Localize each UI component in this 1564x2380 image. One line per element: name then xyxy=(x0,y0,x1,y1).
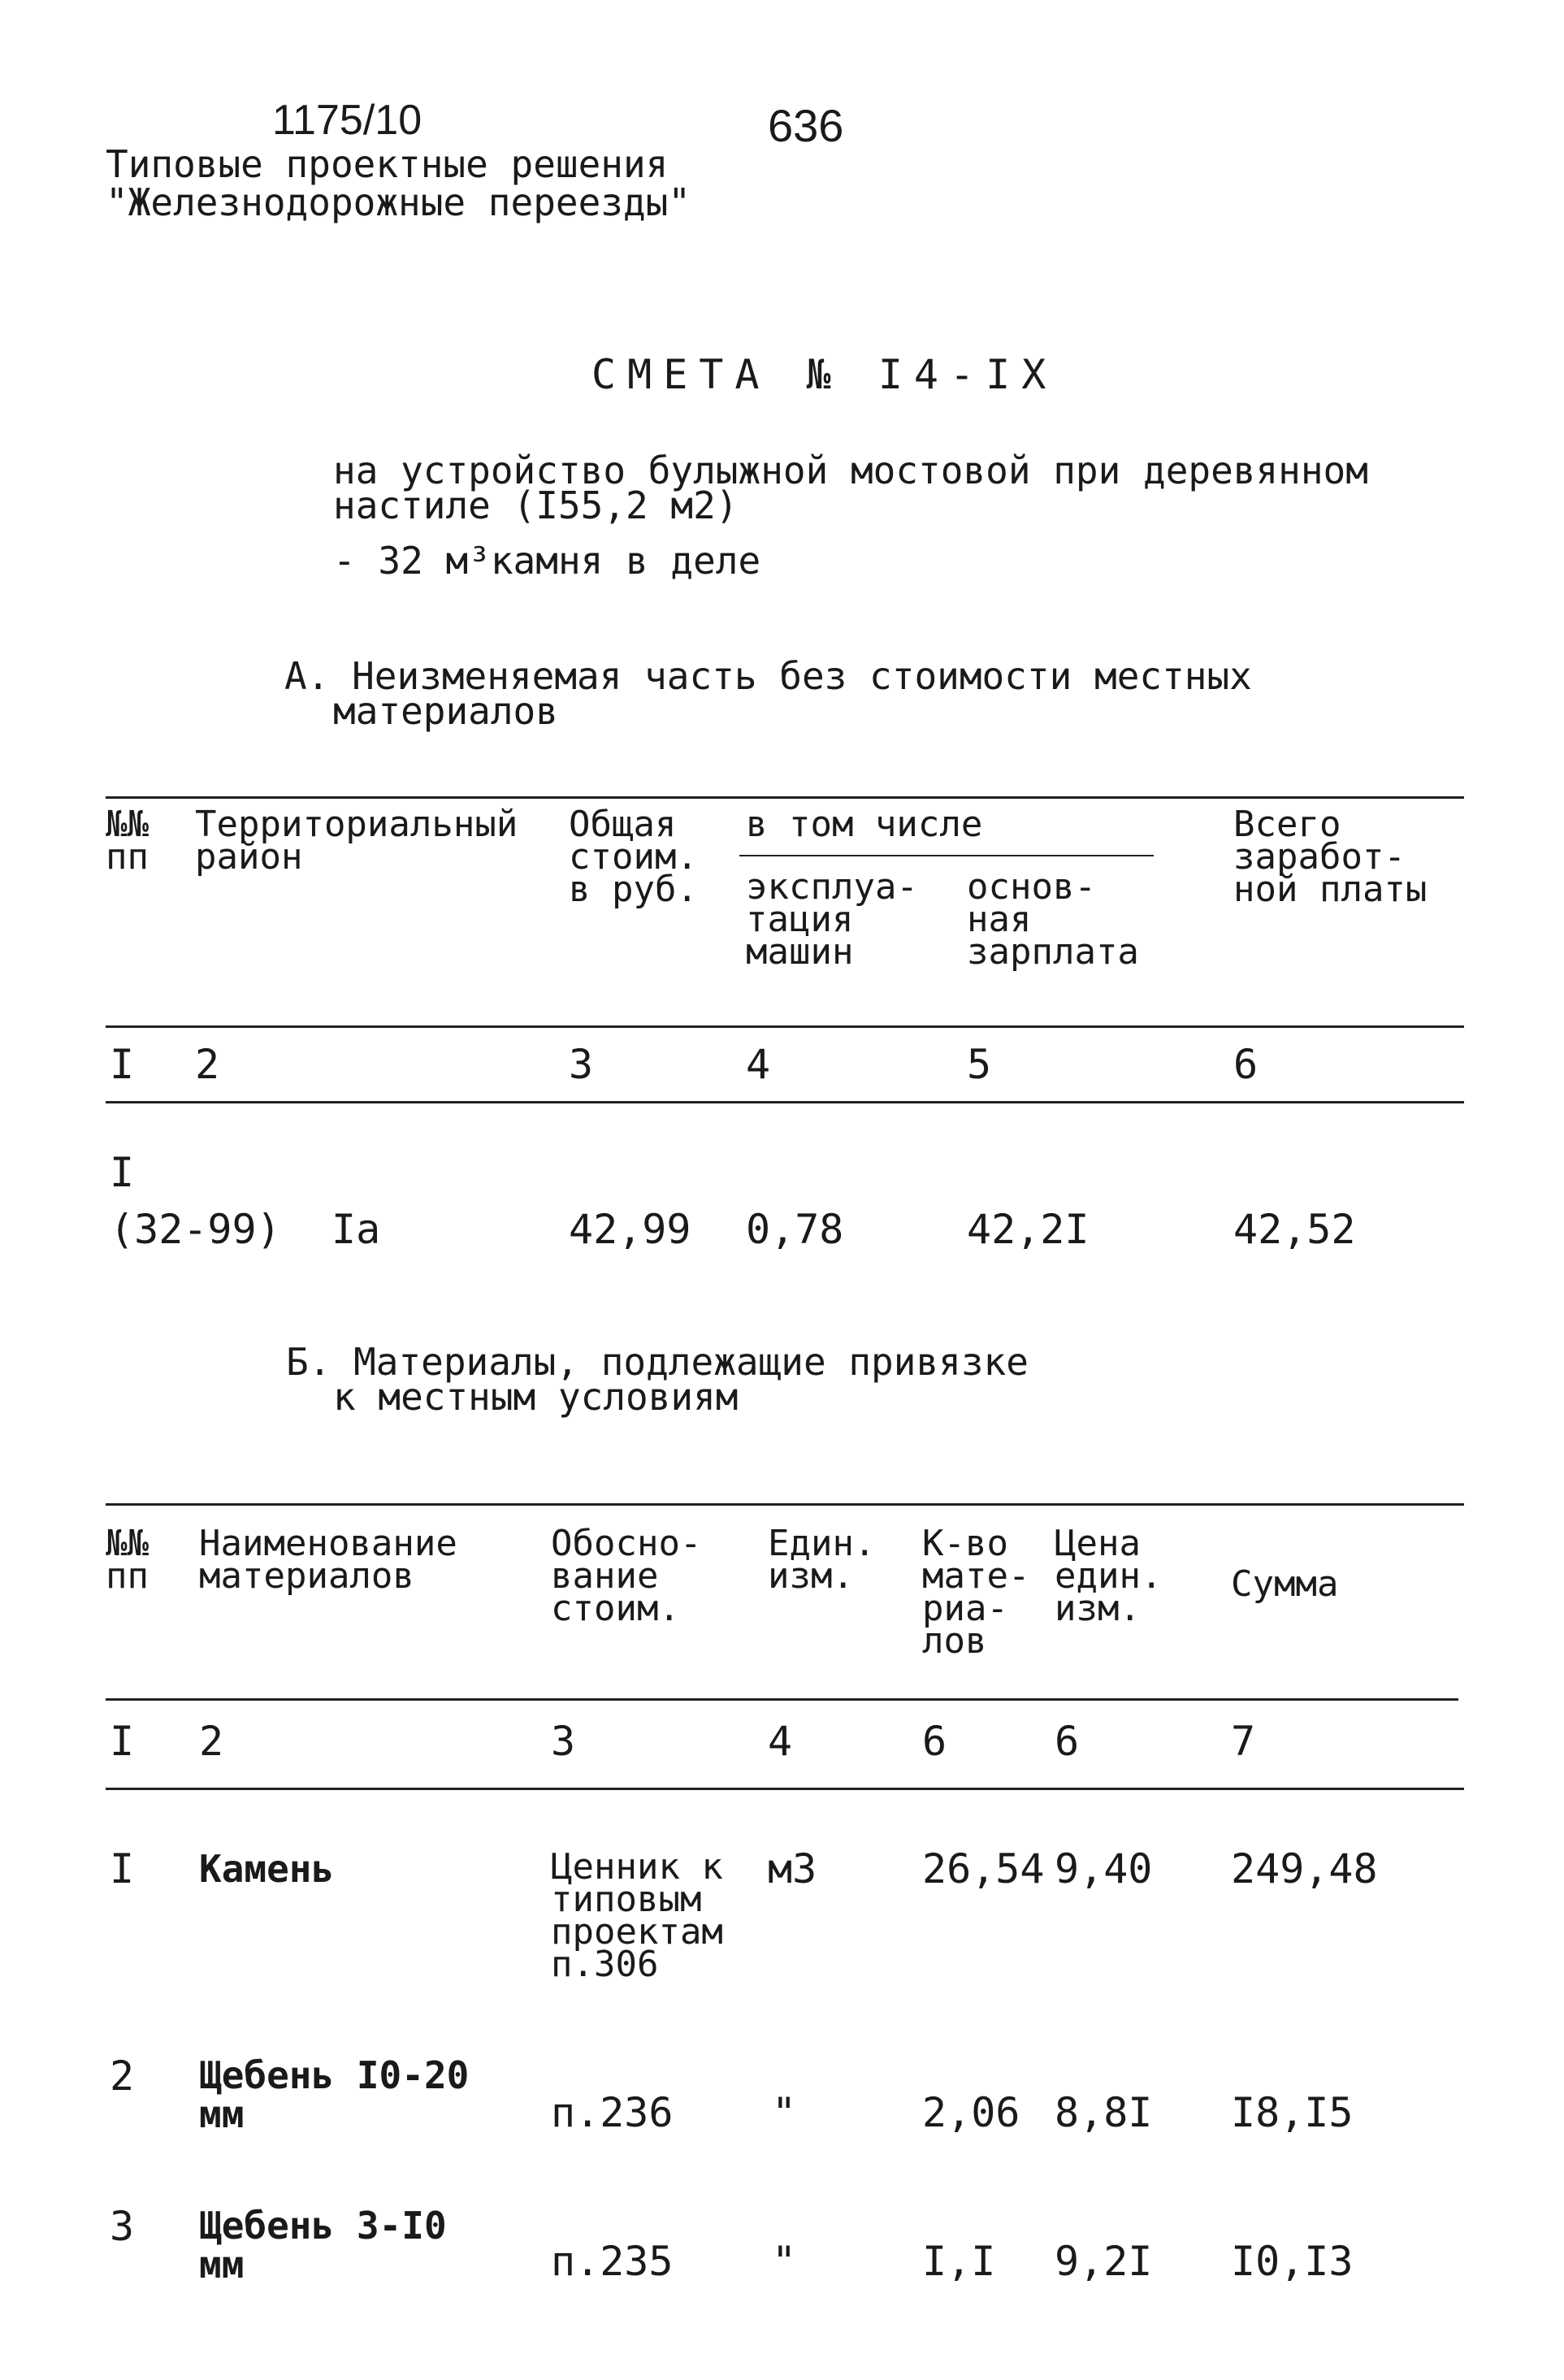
page-title: СМЕТА № I4-IX xyxy=(591,351,1058,398)
section-b-title-2: к местным условиям xyxy=(333,1375,739,1419)
table-a-col-total-header: Общая стоим. в руб. xyxy=(569,804,698,910)
table-a-row-district: Iа xyxy=(331,1206,381,1253)
table-b-colnum: 6 xyxy=(1055,1718,1080,1765)
table-a-col-district-header: Территориальный район xyxy=(195,804,518,878)
table-b-row-qty: 26,54 xyxy=(922,1845,1045,1892)
table-b-col-basis-header: Обосно- вание стоим. xyxy=(551,1523,702,1629)
table-b-row-name: Щебень 3-I0 мм xyxy=(199,2204,447,2287)
table-a-colnum: 6 xyxy=(1233,1041,1259,1088)
table-b-header-rule xyxy=(106,1698,1458,1701)
table-a-group-header: в том числе xyxy=(746,804,983,845)
table-b-row-name: Щебень I0-20 мм xyxy=(199,2053,470,2136)
doc-code: 1175/10 xyxy=(272,97,422,144)
table-a-row-total: 42,99 xyxy=(569,1206,691,1253)
table-b-row-num: 2 xyxy=(110,2053,135,2100)
table-b-top-rule xyxy=(106,1503,1464,1506)
table-b-row-price: 9,2I xyxy=(1055,2238,1153,2285)
table-a-col-wages-header: основ- ная зарплата xyxy=(967,866,1139,973)
table-b-row-unit: м3 xyxy=(768,1845,817,1892)
table-b-row-sum: I8,I5 xyxy=(1231,2089,1354,2136)
page-number: 636 xyxy=(768,100,844,151)
table-a-colnum: I xyxy=(110,1041,135,1088)
table-b-colnum: 4 xyxy=(768,1718,793,1765)
table-b-col-unit-header: Един. изм. xyxy=(768,1523,876,1597)
table-a-row-wages: 42,2I xyxy=(967,1206,1090,1253)
table-a-col-num-header: №№ пп xyxy=(106,804,149,878)
table-b-row-unit: " xyxy=(772,2238,797,2285)
table-a-row-total-wages: 42,52 xyxy=(1233,1206,1356,1253)
table-b-row-price: 9,40 xyxy=(1055,1845,1153,1892)
table-b-row-unit: " xyxy=(772,2089,797,2136)
table-b-colnum: I xyxy=(110,1718,135,1765)
series-line-1: Типовые проектные решения xyxy=(106,142,669,186)
table-b-colnum-rule xyxy=(106,1788,1464,1790)
table-b-colnum: 6 xyxy=(922,1718,947,1765)
table-b-colnum: 3 xyxy=(551,1718,576,1765)
table-b-row-num: I xyxy=(110,1845,135,1892)
table-a-group-rule xyxy=(739,855,1154,856)
table-b-row-basis: п.236 xyxy=(551,2089,674,2136)
table-a-row-num: I xyxy=(110,1149,135,1196)
table-b-row-basis: п.235 xyxy=(551,2238,674,2285)
subtitle-line-3: - 32 м³камня в деле xyxy=(333,539,761,583)
table-a-colnum: 2 xyxy=(195,1041,220,1088)
table-b-row-sum: 249,48 xyxy=(1231,1845,1378,1892)
table-b-row-num: 3 xyxy=(110,2203,135,2250)
table-a-col-total-wages-header: Всего заработ- ной платы xyxy=(1233,804,1428,910)
table-b-col-name-header: Наименование материалов xyxy=(199,1523,457,1597)
table-a-header-rule xyxy=(106,1025,1464,1028)
table-b-row-price: 8,8I xyxy=(1055,2089,1153,2136)
table-a-top-rule xyxy=(106,796,1464,799)
series-line-2: "Железнодорожные переезды" xyxy=(106,180,691,224)
table-b-row-qty: I,I xyxy=(922,2238,996,2285)
subtitle-line-1: на устройство булыжной мостовой при деревянном xyxy=(333,449,1368,492)
section-b-title-1: Б. Материалы, подлежащие привязке xyxy=(286,1340,1029,1384)
table-b-row-name: Камень xyxy=(199,1847,335,1891)
table-b-col-num-header: №№ пп xyxy=(106,1523,149,1597)
table-b-row-qty: 2,06 xyxy=(922,2089,1020,2136)
table-a-colnum: 5 xyxy=(967,1041,992,1088)
table-a-row-machines: 0,78 xyxy=(746,1206,844,1253)
table-b-colnum: 2 xyxy=(199,1718,224,1765)
table-a-col-machines-header: эксплуа- тация машин xyxy=(746,866,918,973)
section-a-title-1: А. Неизменяемая часть без стоимости местных xyxy=(284,654,1252,698)
table-a-colnum-rule xyxy=(106,1101,1464,1103)
table-a-colnum: 4 xyxy=(746,1041,771,1088)
table-b-col-sum-header: Сумма xyxy=(1231,1563,1339,1605)
table-b-row-sum: I0,I3 xyxy=(1231,2238,1354,2285)
table-b-row-basis: Ценник к типовым проектам п.306 xyxy=(551,1846,723,1985)
section-a-title-2: материалов xyxy=(333,689,558,733)
table-a-colnum: 3 xyxy=(569,1041,594,1088)
subtitle-line-2: настиле (I55,2 м2) xyxy=(333,483,739,527)
table-b-col-qty-header: К-во мате- риа- лов xyxy=(922,1523,1030,1662)
table-b-col-price-header: Цена един. изм. xyxy=(1055,1523,1163,1629)
table-b-colnum: 7 xyxy=(1231,1718,1256,1765)
table-a-row-code: (32-99) xyxy=(110,1206,281,1253)
